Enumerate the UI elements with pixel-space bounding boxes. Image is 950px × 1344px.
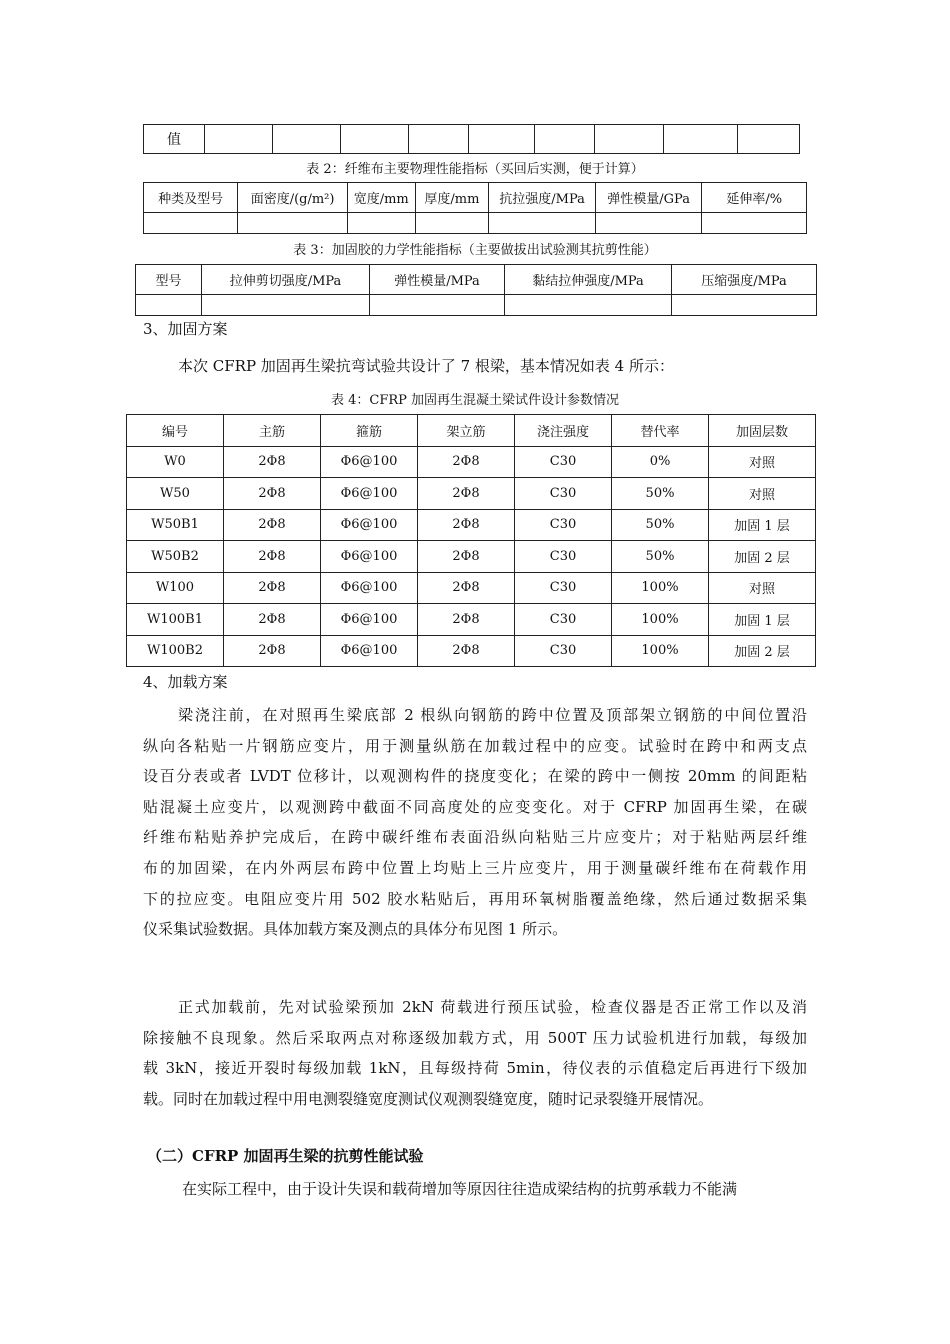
table-cell [341, 125, 409, 154]
column-header: 架立筋 [418, 415, 515, 447]
column-header: 替代率 [612, 415, 709, 447]
table-cell [144, 213, 238, 234]
table-row [127, 572, 816, 604]
table-cell: 2Φ8 [224, 635, 321, 667]
table-cell: 对照 [709, 446, 816, 478]
column-header: 编号 [127, 415, 224, 447]
table-cell: W50B2 [127, 541, 224, 573]
table-header-row [144, 183, 807, 213]
table-cell: W100 [127, 572, 224, 604]
table-cell: 对照 [709, 478, 816, 510]
table-3 [135, 264, 817, 316]
paragraph-line: 下的拉应变。电阻应变片用 502 胶水粘贴后，再用环氧树脂覆盖绝缘，然后通过数据采集 [143, 889, 807, 908]
table-cell: Φ6@100 [321, 541, 418, 573]
table-cell [370, 295, 505, 316]
table-cell [347, 213, 415, 234]
paragraph-line: 载。同时在加载过程中用电测裂缝宽度测试仪观测裂缝宽度，随时记录裂缝开展情况。 [143, 1089, 714, 1108]
table-cell: C30 [515, 509, 612, 541]
column-header: 面密度/(g/m²) [238, 183, 348, 213]
table-1-tail [143, 124, 800, 154]
table-cell: W100B1 [127, 604, 224, 636]
table-cell: 2Φ8 [418, 604, 515, 636]
column-header: 宽度/mm [347, 183, 415, 213]
table-cell: 2Φ8 [418, 478, 515, 510]
table-cell: 加固 1 层 [709, 509, 816, 541]
paragraph-line: 除接触不良现象。然后采取两点对称逐级加载方式，用 500T 压力试验机进行加载，每级加 [143, 1028, 807, 1047]
table-cell [409, 125, 469, 154]
table-cell [664, 125, 738, 154]
table-cell: 2Φ8 [418, 572, 515, 604]
table-cell: C30 [515, 572, 612, 604]
paragraph-line: 设百分表或者 LVDT 位移计，以观测构件的挠度变化；在梁的跨中一侧按 20mm 的间距粘 [143, 767, 807, 786]
table-header-row [136, 265, 817, 295]
table-cell: 2Φ8 [224, 541, 321, 573]
table-cell: 2Φ8 [418, 509, 515, 541]
column-header: 抗拉强度/MPa [489, 183, 596, 213]
table-cell: 50% [612, 478, 709, 510]
table-cell [702, 213, 807, 234]
section-heading: （二）CFRP 加固再生梁的抗剪性能试验 [147, 1147, 424, 1165]
paragraph [143, 700, 807, 945]
table-cell: 加固 2 层 [709, 541, 816, 573]
table-cell: Φ6@100 [321, 604, 418, 636]
table-cell [505, 295, 672, 316]
column-header: 黏结拉伸强度/MPa [505, 265, 672, 295]
paragraph-line: 布的加固梁，在内外两层布跨中位置上均贴上三片应变片，用于测量碳纤维布在荷载作用 [143, 858, 807, 877]
table-cell: 2Φ8 [224, 572, 321, 604]
table-4 [126, 414, 816, 667]
paragraph: 本次 CFRP 加固再生梁抗弯试验共设计了 7 根梁，基本情况如表 4 所示： [178, 357, 674, 375]
table-cell: 加固 2 层 [709, 635, 816, 667]
table-cell: 值 [144, 125, 205, 154]
table-cell: Φ6@100 [321, 446, 418, 478]
table-cell: 100% [612, 604, 709, 636]
table-cell: Φ6@100 [321, 509, 418, 541]
table-row [127, 635, 816, 667]
table-cell: 100% [612, 635, 709, 667]
column-header: 弹性模量/GPa [595, 183, 702, 213]
table-cell [415, 213, 489, 234]
paragraph-line: 正式加载前，先对试验梁预加 2kN 荷载进行预压试验，检查仪器是否正常工作以及消 [178, 998, 807, 1016]
table-header-row [127, 415, 816, 447]
table-cell: Φ6@100 [321, 572, 418, 604]
table-cell: 2Φ8 [224, 509, 321, 541]
table-cell [595, 213, 702, 234]
table-cell [489, 213, 596, 234]
table-cell: 对照 [709, 572, 816, 604]
table-2 [143, 182, 807, 234]
table-cell: W100B2 [127, 635, 224, 667]
column-header: 箍筋 [321, 415, 418, 447]
table-cell: C30 [515, 478, 612, 510]
table-row [127, 604, 816, 636]
table-cell: C30 [515, 604, 612, 636]
table-cell: C30 [515, 541, 612, 573]
column-header: 延伸率/% [702, 183, 807, 213]
table-cell: 100% [612, 572, 709, 604]
table-cell: 2Φ8 [224, 604, 321, 636]
table-cell: 2Φ8 [418, 635, 515, 667]
paragraph-line: 贴混凝土应变片，以观测跨中截面不同高度处的应变变化。对于 CFRP 加固再生梁，在碳 [143, 797, 807, 816]
column-header: 拉伸剪切强度/MPa [202, 265, 370, 295]
column-header: 弹性模量/MPa [370, 265, 505, 295]
column-header: 厚度/mm [415, 183, 489, 213]
table-cell [738, 125, 800, 154]
table-row [144, 125, 800, 154]
table-cell [205, 125, 273, 154]
table-cell: C30 [515, 635, 612, 667]
table-cell: 加固 1 层 [709, 604, 816, 636]
table-cell: W50B1 [127, 509, 224, 541]
table-row [144, 213, 807, 234]
table-cell: C30 [515, 446, 612, 478]
column-header: 种类及型号 [144, 183, 238, 213]
table-3-caption: 表 3：加固胶的力学性能指标（主要做拔出试验测其抗剪性能） [293, 243, 657, 258]
section-heading: 4、加载方案 [143, 673, 228, 691]
table-cell: 50% [612, 509, 709, 541]
paragraph-line: 载 3kN，接近开裂时每级加载 1kN，且每级持荷 5min，待仪表的示值稳定后再进行下级加 [143, 1059, 807, 1078]
table-cell: 50% [612, 541, 709, 573]
table-row [127, 478, 816, 510]
table-row [127, 446, 816, 478]
table-row [127, 509, 816, 541]
table-cell [202, 295, 370, 316]
table-2-caption: 表 2：纤维布主要物理性能指标（买回后实测，便于计算） [306, 162, 644, 177]
table-cell [136, 295, 202, 316]
table-cell: Φ6@100 [321, 478, 418, 510]
table-cell: W0 [127, 446, 224, 478]
table-cell: 2Φ8 [418, 541, 515, 573]
table-cell [535, 125, 595, 154]
table-cell [595, 125, 664, 154]
paragraph [143, 992, 807, 1114]
paragraph: 在实际工程中，由于设计失误和载荷增加等原因往往造成梁结构的抗剪承载力不能满 [182, 1180, 738, 1198]
table-cell: W50 [127, 478, 224, 510]
section-heading: 3、加固方案 [143, 320, 228, 338]
paragraph-line: 纤维布粘贴养护完成后，在跨中碳纤维布表面沿纵向粘贴三片应变片；对于粘贴两层纤维 [143, 828, 807, 847]
paragraph-line: 仪采集试验数据。具体加载方案及测点的具体分布见图 1 所示。 [143, 920, 568, 939]
paragraph-line: 梁浇注前，在对照再生梁底部 2 根纵向钢筋的跨中位置及顶部架立钢筋的中间位置沿 [178, 706, 807, 724]
column-header: 浇注强度 [515, 415, 612, 447]
table-cell: Φ6@100 [321, 635, 418, 667]
table-cell: 2Φ8 [224, 446, 321, 478]
column-header: 压缩强度/MPa [672, 265, 817, 295]
table-row [127, 541, 816, 573]
table-4-caption: 表 4：CFRP 加固再生混凝土梁试件设计参数情况 [330, 393, 620, 408]
column-header: 加固层数 [709, 415, 816, 447]
column-header: 型号 [136, 265, 202, 295]
table-cell [238, 213, 348, 234]
table-cell: 2Φ8 [224, 478, 321, 510]
table-cell [672, 295, 817, 316]
table-cell: 0% [612, 446, 709, 478]
paragraph-line: 纵向各粘贴一片钢筋应变片，用于测量纵筋在加载过程中的应变。试验时在跨中和两支点 [143, 736, 807, 755]
table-cell [469, 125, 535, 154]
table-row [136, 295, 817, 316]
table-cell [273, 125, 341, 154]
table-cell: 2Φ8 [418, 446, 515, 478]
column-header: 主筋 [224, 415, 321, 447]
